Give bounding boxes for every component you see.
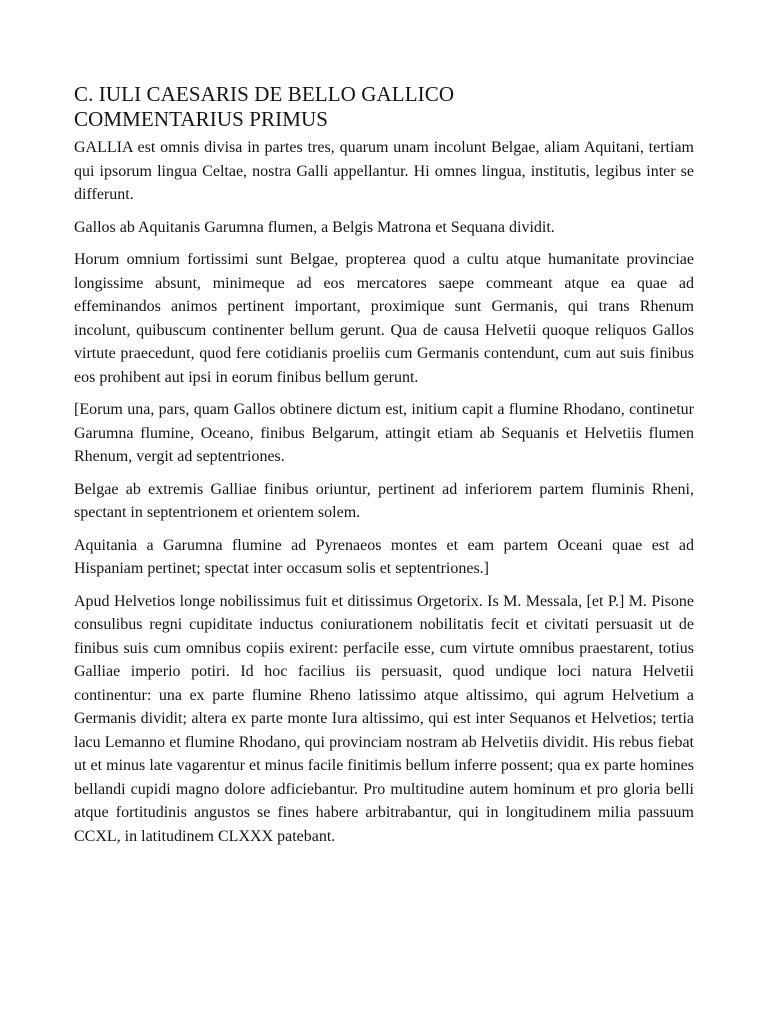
- paragraph-1: GALLIA est omnis divisa in partes tres, quarum unam incolunt Belgae, aliam Aquitani, tertiam qui ipsorum lingua Celtae, nostra Galli appellantur. Hi omnes lingua, institutis, legibus inter se differunt.: [74, 139, 694, 203]
- title-line-1: C. IULI CAESARIS DE BELLO GALLICO: [74, 82, 455, 106]
- paragraph-2: Gallos ab Aquitanis Garumna flumen, a Belgis Matrona et Sequana dividit.: [74, 218, 555, 236]
- document-title: [74, 82, 694, 132]
- title-line-2: COMMENTARIUS PRIMUS: [74, 107, 329, 131]
- paragraph-3: Horum omnium fortissimi sunt Belgae, propterea quod a cultu atque humanitate provinciae longissime absunt, minimeque ad eos mercatores saepe commeant atque ea quae ad effeminandos animos pertinent important, proximique sunt Germanis, qui trans Rhenum incolunt, quibuscum continenter bellum gerunt. Qua de causa Helvetii quoque reliquos Gallos virtute praecedunt, quod fere cotidianis proeliis cum Germanis contendunt, cum aut suis finibus eos prohibent aut ipsi in eorum finibus bellum gerunt.: [74, 251, 694, 386]
- paragraph-4: [Eorum una, pars, quam Gallos obtinere dictum est, initium capit a flumine Rhodano, continetur Garumna flumine, Oceano, finibus Belgarum, attingit etiam ab Sequanis et Helvetiis flumen Rhenum, vergit ad septentriones.: [74, 401, 694, 465]
- paragraph-5: Belgae ab extremis Galliae finibus oriuntur, pertinent ad inferiorem partem fluminis Rheni, spectant in septentrionem et orientem solem.: [74, 480, 694, 521]
- paragraph-7: Apud Helvetios longe nobilissimus fuit et ditissimus Orgetorix. Is M. Messala, [et P.] M. Pisone consulibus regni cupiditate inductus coniurationem nobilitatis fecit et civitati persuasit ut de finibus suis cum omnibus copiis exirent: perfacile esse, cum virtute omnibus praestarent, totius Galliae imperio potiri. Id hoc facilius iis persuasit, quod undique loci natura Helvetii continentur: una ex parte flumine Rheno latissimo atque altissimo, qui agrum Helvetium a Germanis dividit; altera ex parte monte Iura altissimo, qui est inter Sequanos et Helvetios; tertia lacu Lemanno et flumine Rhodano, qui provinciam nostram ab Helvetiis dividit. His rebus fiebat ut et minus late vagarentur et minus facile finitimis bellum inferre possent; qua ex parte homines bellandi cupidi magno dolore adficiebantur. Pro multitudine autem hominum et pro gloria belli atque fortitudinis angustos se fines habere arbitrabantur, qui in longitudinem milia passuum CCXL, in latitudinem CLXXX patebant.: [74, 592, 694, 845]
- paragraph-6: Aquitania a Garumna flumine ad Pyrenaeos montes et eam partem Oceani quae est ad Hispaniam pertinet; spectat inter occasum solis et septentriones.]: [74, 536, 694, 577]
